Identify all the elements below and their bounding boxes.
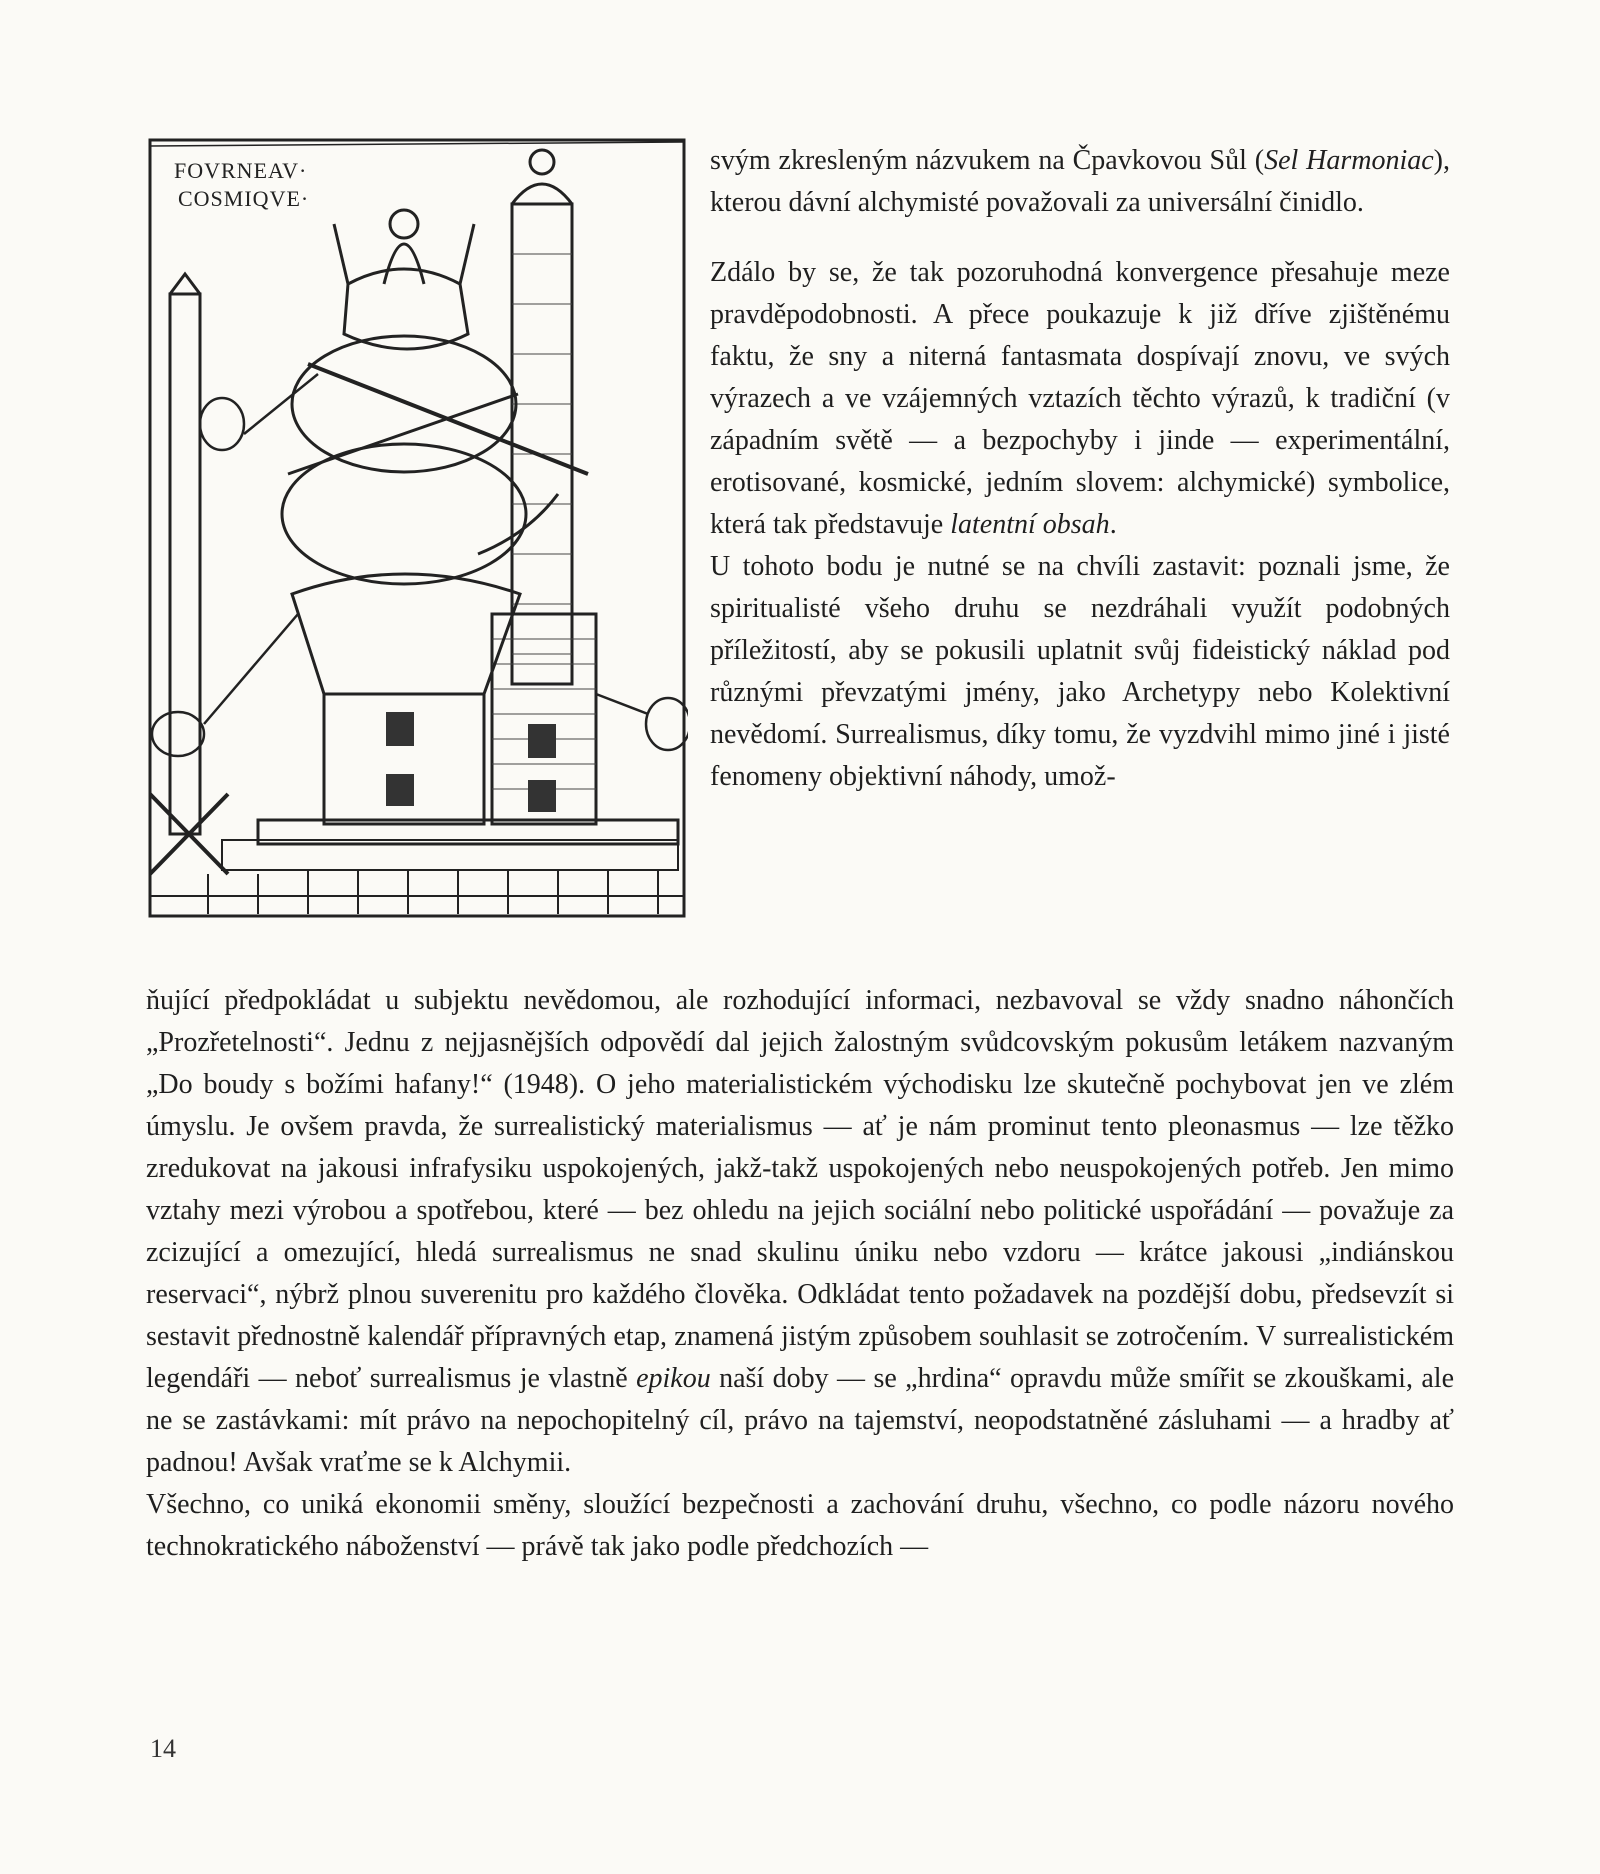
paragraph-4: Všechno, co uniká ekonomii směny, sloužící bezpečnosti a zachování druhu, všechno, co podle názoru nového technokratického náboženství — právě tak jako podle předchozích — [146,1489,1454,1562]
p3-italic: epikou [636,1363,711,1394]
p2-text-a: Zdálo by se, že tak pozoruhodná konvergence přesahuje meze pravděpodobnosti. A přece poukazuje k již dříve zjištěnému faktu, že sny a niterná fantasmata dospívají znovu, ve svých výrazech a ve vzájemných vztazích těchto výrazů, k tradiční (v západním světě — a bezpochyby i jinde — experimentální, erotisované, kosmické, jedním slovem: alchymické) symbolice, která tak představuje [710,257,1450,540]
page-number: 14 [150,1734,176,1763]
paragraph-2 [710,252,1450,546]
caption-line-2: COSMIQVE· [178,186,310,211]
right-column-text [710,140,1450,798]
paragraph-3-start: U tohoto bodu je nutné se na chvíli zastavit: poznali jsme, že spiritualisté všeho druhu se nezdráhali využít podobných příležitostí, aby se pokusili uplatnit svůj fideistický náklad pod různými převzatými jmény, jako Archetypy nebo Kolektivní nevědomí. Surrealismus, díky tomu, že vyzdvihl mimo jiné i jisté fenomeny objektivní náhody, umož- [710,551,1450,792]
p2-text-b: . [1109,509,1117,540]
caption-line-1: FOVRNEAV· [174,158,308,183]
alchemical-furnace-woodcut [148,134,688,922]
paragraph-3-continued [146,980,1454,1484]
full-width-text [146,980,1454,1568]
p2-italic: latentní obsah [950,509,1110,540]
paragraph-1 [710,140,1450,224]
woodcut-drawing [148,134,688,922]
p3-text-b: naší doby — se „hrdina“ opravdu může smířit se zkouškami, ale ne se zastávkami: mít právo na nepochopitelný cíl, právo na tajemství, neopodstatněné zásluhami — a hradby ať padnou! Avšak vraťme se k Alchymii. [146,1363,1455,1478]
p1-text-a: svým zkresleným názvukem na Čpavkovou Sůl ( [710,145,1265,176]
p3-text-a: ňující předpokládat u subjektu nevědomou, ale rozhodující informaci, nezbavoval se vždy snadno náhončích „Prozřetelnosti“. Jednu z nejjasnějších odpovědí dal jejich žalostným svůdcovským pokusům letákem nazvaným „Do boudy s božími hafany!“ (1948). O jeho materialistickém východisku lze skutečně pochybovat jen ve zlém úmyslu. Je ovšem pravda, že surrealistický materialismus — ať je nám prominut tento pleonasmus — lze těžko zredukovat na jakousi infrafysiku uspokojených, jakž-takž uspokojených nebo neuspokojených potřeb. Jen mimo vztahy mezi výrobou a spotřebou, které — bez ohledu na jejich sociální nebo politické uspořádání — považuje za zcizující a omezující, hledá surrealismus ne snad skulinu úniku nebo vzdoru — krátce jakousi „indiánskou reservaci“, nýbrž plnou suverenitu pro každého člověka. Odkládat tento požadavek na pozdější dobu, předsevzít si sestavit přednostně kalendář přípravných etap, znamená jistým způsobem souhlasit se zotročením. V surrealistickém legendáři — neboť surrealismus je vlastně [146,985,1454,1394]
p1-italic: Sel Harmoniac [1264,145,1434,176]
p1-text-b: ), kterou dávní alchymisté považovali za universální činidlo. [710,145,1450,218]
